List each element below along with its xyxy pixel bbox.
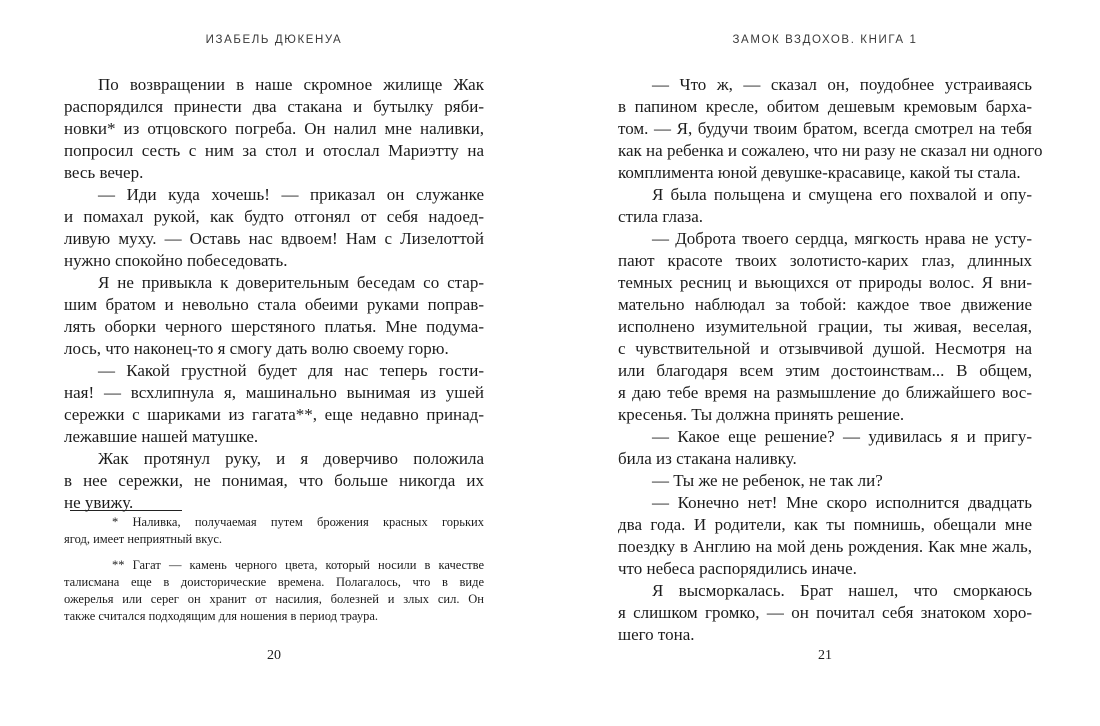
text-line: или благодаря всем этим достоинствам... В общем, (618, 361, 1032, 380)
text-line: лось, что наконец-то я смогу дать волю своему горю. (64, 339, 449, 358)
right-body-text (618, 74, 1043, 646)
text-line: том. — Я, будучи твоим братом, всегда смотрел на тебя (618, 119, 1032, 138)
text-line: шим братом и невольно стала обеими руками поправ- (64, 295, 484, 314)
text-line: исполнено изумительной грации, ты живая, веселая, (618, 317, 1032, 336)
text-line: в папином кресле, обитом дешевым кремовым барха- (618, 97, 1032, 116)
text-line: — Доброта твоего сердца, мягкость нрава не усту- (652, 229, 1032, 248)
left-page (64, 0, 484, 726)
text-line: — Какое еще решение? — удивилась я и пригу- (652, 427, 1032, 446)
left-page-number: 20 (267, 648, 281, 663)
text-line: По возвращении в наше скромное жилище Жак (98, 75, 484, 94)
text-line: Я была польщена и смущена его похвалой и опу- (652, 185, 1032, 204)
text-line: распорядился принести два стакана и бутылку ряби- (64, 97, 484, 116)
text-line: — Конечно нет! Мне скоро исполнится двадцать (652, 493, 1032, 512)
text-line: в нее сережки, не понимая, что больше никогда их (64, 471, 484, 490)
text-line: и помахал рукой, как будто отгонял от себя надоед- (64, 207, 484, 226)
text-line: — Иди куда хочешь! — приказал он служанке (98, 185, 484, 204)
text-line: что небеса распорядились иначе. (618, 559, 857, 578)
right-page (618, 0, 1043, 726)
left-body-text (64, 74, 484, 514)
text-line: как на ребенка и сожалею, что ни разу не сказал ни одного (618, 141, 1043, 160)
text-line: лять оборки черного шерстяного платья. Мне подума- (64, 317, 484, 336)
text-line: кресенья. Ты должна принять решение. (618, 405, 905, 424)
text-line: я слишком громко, — он почитал себя знатоком хоро- (618, 603, 1032, 622)
text-line: ягод, имеет неприятный вкус. (64, 532, 223, 546)
text-line: — Что ж, — сказал он, поудобнее устраиваясь (652, 75, 1032, 94)
text-line: ливую муху. — Оставь нас вдвоем! Нам с Лизелоттой (64, 229, 484, 248)
text-line: темных ресниц и вьющихся от природы волос. Я вни- (618, 273, 1032, 292)
text-line: Я высморкалась. Брат нашел, что сморкаюсь (652, 581, 1032, 600)
text-line: мательно наблюдал за тобой: каждое твое движение (618, 295, 1032, 314)
text-line: поездку в Англию на мой день рождения. Как мне жаль, (618, 537, 1032, 556)
text-line: новки* из отцовского погреба. Он налил мне наливки, (64, 119, 484, 138)
footnote-separator (70, 510, 182, 511)
text-line: Я не привыкла к доверительным беседам со стар- (98, 273, 484, 292)
text-line: попросил сесть с ним за стол и отослал Мариэтту на (64, 141, 484, 160)
text-line: также считался подходящим для ношения в период траура. (64, 609, 379, 623)
text-line: лежавшие нашей матушке. (64, 427, 259, 446)
footnotes (64, 514, 484, 625)
text-line: — Какой грустной будет для нас теперь гости- (98, 361, 484, 380)
text-line: нужно спокойно побеседовать. (64, 251, 288, 270)
text-line: ожерелья или серег он хранит от насилия, болезней и злых сил. Он (64, 592, 484, 606)
text-line: талисмана еще в доисторические времена. Полагалось, что в виде (64, 575, 484, 589)
text-line: я даю тебе время на размышление до ближайшего вос- (618, 383, 1032, 402)
text-line: стила глаза. (618, 207, 703, 226)
text-line: била из стакана наливку. (618, 449, 797, 468)
footnote (64, 557, 484, 625)
footnote (64, 514, 484, 548)
author-running-head: ИЗАБЕЛЬ ДЮКЕНУА (205, 34, 343, 46)
text-line: не увижу. (64, 493, 134, 512)
footnote-gap (64, 548, 484, 557)
text-line: сережки с шариками из гагата**, еще недавно принад- (64, 405, 484, 424)
text-line: Жак протянул руку, и я доверчиво положила (98, 449, 484, 468)
text-line: ** Гагат — камень черного цвета, который носили в качестве (112, 558, 484, 572)
text-line: весь вечер. (64, 163, 144, 182)
text-line: с чувствительной и отзывчивой душой. Несмотря на (618, 339, 1032, 358)
text-line: два года. И родители, как ты помнишь, обещали мне (618, 515, 1032, 534)
text-line: ная! — всхлипнула я, машинально вынимая из ушей (64, 383, 484, 402)
text-line: комплимента юной девушке-красавице, какой ты стала. (618, 163, 1021, 182)
text-line: * Наливка, получаемая путем брожения красных горьких (112, 515, 484, 529)
title-running-head: ЗАМОК ВЗДОХОВ. КНИГА 1 (732, 34, 918, 46)
text-line: — Ты же не ребенок, не так ли? (652, 471, 883, 490)
text-line: шего тона. (618, 625, 695, 644)
right-page-number: 21 (818, 648, 832, 663)
text-line: пают красоте твоих золотисто-карих глаз, длинных (618, 251, 1032, 270)
